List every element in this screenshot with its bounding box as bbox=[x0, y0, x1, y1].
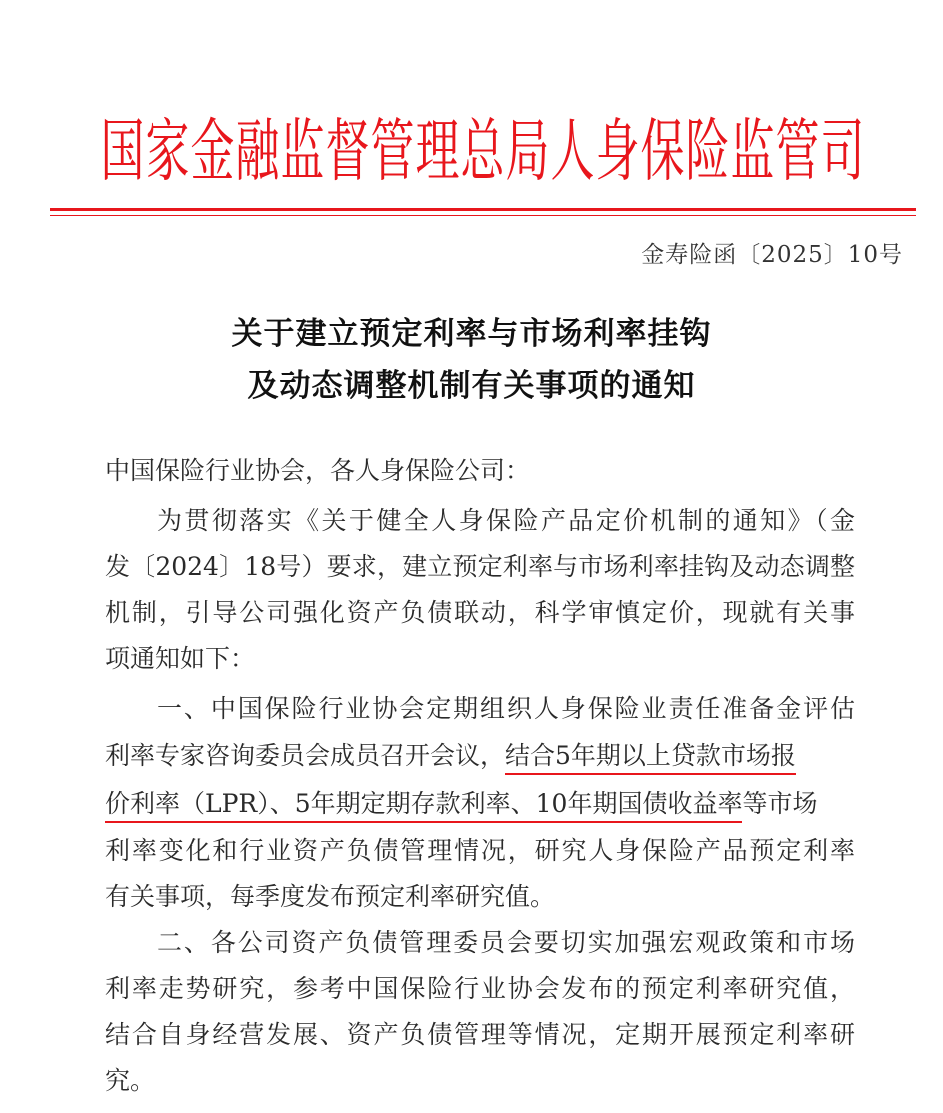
document-title-line-1: 关于建立预定利率与市场利率挂钩 bbox=[231, 316, 712, 352]
body-line: 利率变化和行业资产负债管理情况，研究人身保险产品预定利率 bbox=[105, 836, 855, 865]
document-number: 金寿险函〔2025〕10号 bbox=[641, 242, 903, 268]
body-line: 二、各公司资产负债管理委员会要切实加强宏观政策和市场 bbox=[157, 928, 855, 957]
body-line bbox=[105, 789, 855, 819]
body-line: 机制，引导公司强化资产负债联动，科学审慎定价，现就有关事 bbox=[105, 598, 855, 627]
header-divider-thick bbox=[50, 208, 916, 211]
salutation: 中国保险行业协会，各人身保险公司： bbox=[105, 456, 531, 485]
body-line: 究。 bbox=[105, 1066, 156, 1095]
body-line: 项通知如下： bbox=[105, 644, 256, 673]
body-text: 等市场 bbox=[742, 789, 818, 818]
body-line: 发〔2024〕18号）要求，建立预定利率与市场利率挂钩及动态调整 bbox=[105, 552, 855, 581]
body-line bbox=[105, 741, 855, 771]
header-divider-thin bbox=[50, 215, 916, 216]
issuer-header bbox=[48, 100, 918, 190]
underlined-text: 结合5年期以上贷款市场报 bbox=[505, 741, 796, 775]
body-text: 利率专家咨询委员会成员召开会议， bbox=[105, 741, 506, 770]
body-line: 结合自身经营发展、资产负债管理等情况，定期开展预定利率研 bbox=[105, 1020, 855, 1049]
issuer-name: 国家金融监督管理总局人身保险监管司 bbox=[100, 112, 866, 192]
underlined-text: 价利率（LPR）、5年期定期存款利率、10年期国债收益率 bbox=[105, 789, 742, 823]
body-line: 利率走势研究，参考中国保险行业协会发布的预定利率研究值， bbox=[105, 974, 855, 1003]
body-line: 有关事项，每季度发布预定利率研究值。 bbox=[105, 882, 556, 911]
body-line: 一、中国保险行业协会定期组织人身保险业责任准备金评估 bbox=[157, 694, 855, 723]
body-line: 为贯彻落实《关于健全人身保险产品定价机制的通知》（金 bbox=[157, 506, 855, 535]
document-title-line-2: 及动态调整机制有关事项的通知 bbox=[247, 368, 696, 404]
